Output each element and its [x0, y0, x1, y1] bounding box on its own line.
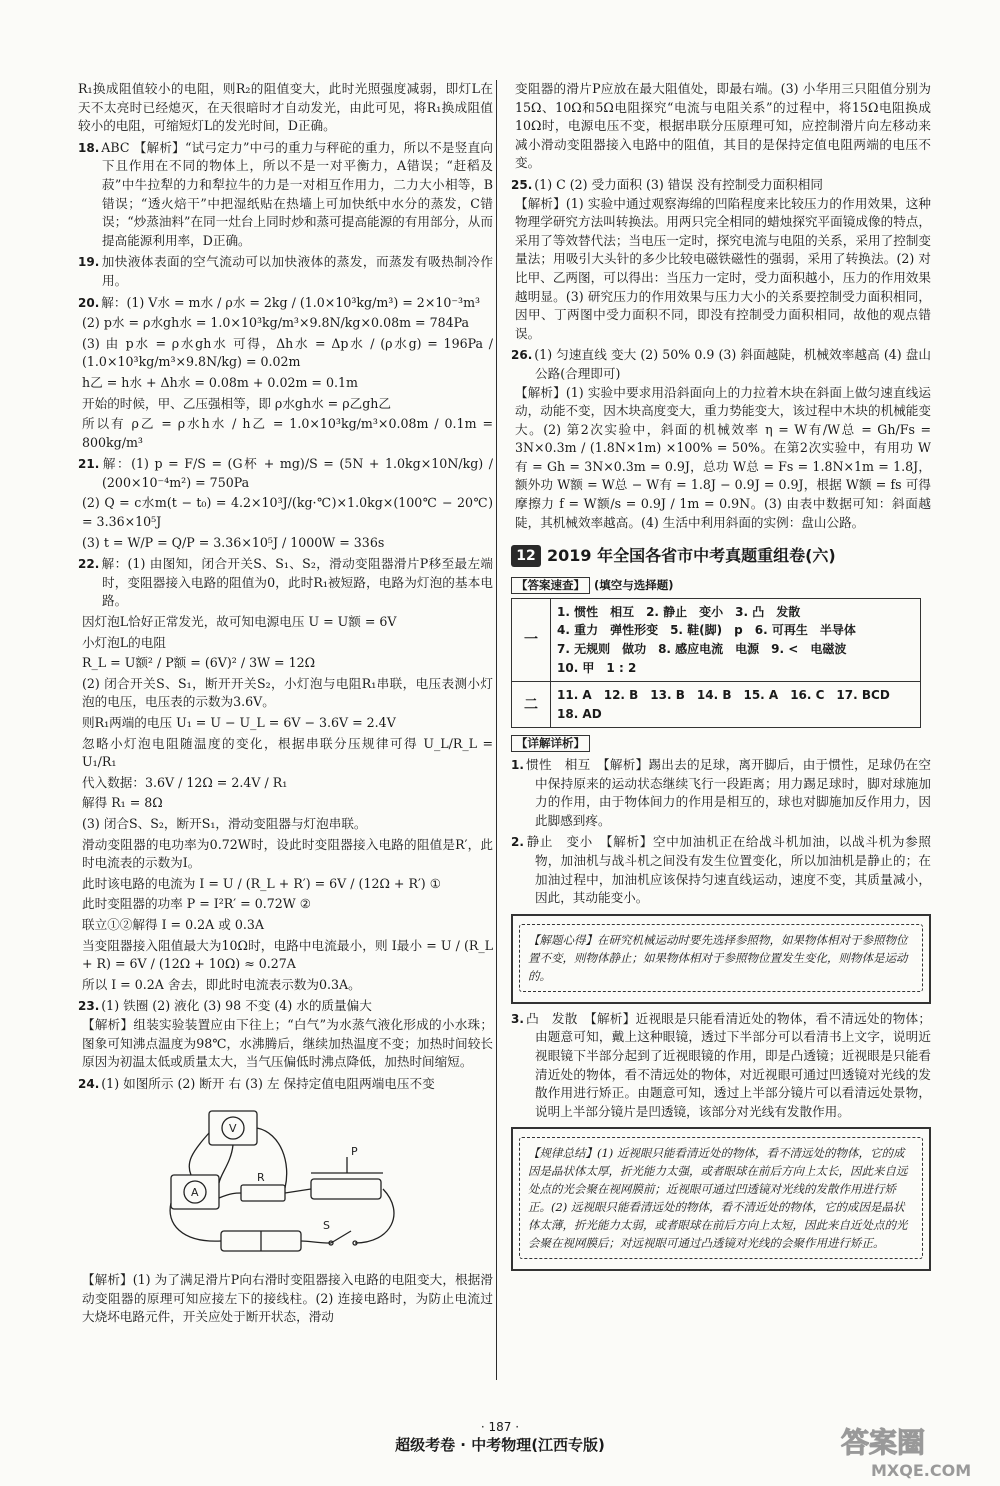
watermark-logo [831, 1418, 986, 1482]
section-number-badge: 12 [511, 545, 541, 567]
q25-analysis: 【解析】(1) 实验中通过观察海绵的凹陷程度来比较压力的作用效果，这种物理学研究方法叫转换法。用两只完全相同的蜡烛探究平面镜成像的特点，采用了等效替代法；当电压一定时，探究电流与电阻的关系，采用了控制变量法；用吸引大头针的多少比较电磁铁磁性的强弱，采用了转换法。(2) 对比甲、乙两图，可以得出：当压力一定时，受力面积越小，压力的作用效果越明显。(3) 研究压力的作用效果与压力大小的关系要控制受力面积相同，因甲、丁两图中受力面积不同，即没有控制受力面积相同，故他的观点错误。 [515, 195, 931, 341]
q26-text: (1) 匀速直线 变大 (2) 50% 0.9 (3) 斜面越陡，机械效率越高 (4) 盘山公路(合理即可) [534, 347, 931, 381]
q21-line-1: 解：(1) p = F/S = (G杯 + mg)/S = (5N + 1.0kg×10N/kg) / (200×10⁻⁴m²) = 750Pa [101, 456, 493, 490]
q20-line-3: (3) 由 p水 = ρ水gh水 可得，Δh水 = Δp水 / (ρ水g) = 196Pa / (1.0×10³kg/m³×9.8N/kg) = 0.02m [82, 335, 493, 370]
q22-line [78, 555, 493, 611]
detail-1 [511, 756, 931, 830]
answer-check-header [511, 576, 931, 595]
q21-line-2: (2) Q = c水m(t − t₀) = 4.2×10³J/(kg·℃)×1.0kg×(100℃ − 20℃) = 3.36×10⁵J [82, 495, 493, 530]
answer-row-fill-in [512, 598, 921, 681]
voltmeter-label: V [228, 1122, 237, 1136]
detail-tag: 【详解详析】 [511, 735, 590, 752]
detail-2-number: 2. [511, 835, 524, 850]
q22-line-14: 联立①②解得 I = 0.2A 或 0.3A [82, 916, 264, 932]
answer-row-choice [512, 682, 921, 728]
q25-number: 25. [511, 177, 533, 192]
rheostat [311, 1179, 381, 1199]
section-title-text: 2019 年全国各省市中考真题重组卷(六) [547, 546, 836, 566]
watermark-url: MXQE.COM [871, 1461, 972, 1480]
section-title [511, 544, 931, 568]
q26-answer [511, 346, 931, 532]
q22-line-4: R_L = U额² / P额 = (6V)² / 3W = 12Ω [82, 655, 316, 671]
detail-1-text: 惯性 相互 【解析】踢出去的足球，离开脚后，由于惯性，足球仍在空中保持原来的运动状态继续飞行一段距离；用力踢足球时，脚对球施加力的作用，由于物体间力的作用是相互的，球也对脚施加反作用力，因此脚感到疼。 [525, 757, 931, 828]
q24-line [78, 1075, 493, 1094]
q21-line-3: (3) t = W/P = Q/P = 3.36×10⁵J / 1000W = 336s [82, 534, 385, 550]
detail-3-number: 3. [511, 1011, 524, 1026]
detail-2-text: 静止 变小 【解析】空中加油机正在给战斗机加油，以战斗机为参照物，加油机与战斗机之间没有发生位置变化，所以加油机是静止的；在加油过程中，加油机应该保持匀速直线运动，速度不变，其质量减小，因此，其动能变小。 [525, 834, 931, 906]
q24-analysis: 【解析】(1) 为了满足滑片P向右滑时变阻器接入电路的电阻变大，根据滑动变阻器的原理可知应接左下的接线柱。(2) 连接电路时，为防止电流过大烧坏电路元件，开关应处于断开状态，滑动 [82, 1272, 493, 1325]
detail-2 [511, 833, 931, 907]
q24-number: 24. [78, 1076, 100, 1091]
q24-text: (1) 如图所示 (2) 断开 右 (3) 左 保持定值电阻两端电压不变 [101, 1075, 435, 1091]
q22-answer [78, 555, 493, 994]
q18-number: 18. [78, 140, 100, 155]
answer-line: 10. 甲 1 : 2 [557, 660, 637, 675]
q22-line-3: 小灯泡L的电阻 [82, 634, 166, 650]
resistor [241, 1185, 285, 1201]
q22-line-7: 忽略小灯泡电阻随温度的变化，根据串联分压规律可得 U_L/R_L = U₁/R₁ [82, 735, 493, 770]
q20-answer [78, 294, 493, 453]
q22-line-9: 解得 R₁ = 8Ω [82, 795, 163, 811]
q23-analysis: 【解析】组装实验装置应由下往上；“白气”为水蒸气液化形成的小水珠；图象可知沸点温度为98℃，水沸腾后，继续加热温度不变；加热时间较长原因为初温太低或质量太大，当气压偏低时沸点降低，加热时间缩短。 [82, 1016, 493, 1070]
answer-table [511, 598, 921, 729]
q20-number: 20. [78, 295, 100, 310]
q20-line-6: 所以有 ρ乙 = ρ水h水 / h乙 = 1.0×10³kg/m³×0.08m / 0.1m = 800kg/m³ [82, 416, 493, 450]
column-divider [496, 80, 497, 1380]
q24-answer [78, 1075, 493, 1327]
q22-line-13: 此时变阻器的功率 P = I²R′ = 0.72W ② [82, 896, 311, 912]
detail-3 [511, 1010, 931, 1122]
circuit-diagram [151, 1103, 421, 1263]
q21-line [78, 455, 493, 492]
answer-line: 11. A 12. B 13. B 14. B 15. A 16. C 17. BCD [557, 688, 890, 703]
q22-line-8: 代入数据：3.6V / 12Ω = 2.4V / R₁ [82, 774, 288, 790]
q22-line-15: 当变阻器接入阻值最大为10Ω时，电路中电流最小，则 I最小 = U / (R_L + R) = 6V / (12Ω + 10Ω) ≈ 0.27A [82, 937, 493, 972]
q22-line-16: 所以 I = 0.2A 舍去，即此时电流表示数为0.3A。 [82, 976, 361, 992]
q24-continuation: 变阻器的滑片P应放在最大阻值处，即最右端。(3) 小华用三只阻值分别为15Ω、10Ω和5Ω电阻探究“电流与电阻关系”的过程中，将15Ω电阻换成10Ω时，电源电压不变，根据串联分压原理可知，应控制滑片向左移动来减小滑动变阻器接入电路中的阻值，其目的是保持定值电阻两端的电压不变。 [515, 81, 931, 171]
q20-line [78, 294, 493, 313]
q22-number: 22. [78, 557, 100, 572]
answer-line: 7. 无规则 做功 8. 感应电流 电源 9. < 电磁波 [557, 642, 847, 657]
answer-row-label: 二 [512, 682, 551, 728]
q25-line [511, 176, 931, 195]
summary-box-text: 【规律总结】(1) 近视眼只能看清近处的物体，看不清远处的物体，它的成因是晶状体太厚，折光能力太强，或者眼球在前后方向上太长，因此来自远处点的光会聚在视网膜前；近视眼可通过凹透镜对光线的发散作用进行矫正。(2) 远视眼只能看清远处的物体，看不清近处的物体，它的成因是晶状体太薄，折光能力太弱，或者眼球在前后方向上太短，因此来自近处点的光会聚在视网膜后；对远视眼可通过凸透镜对光线的会聚作用进行矫正。 [519, 1137, 923, 1259]
q20-line-2: (2) p水 = ρ水gh水 = 1.0×10³kg/m³×9.8N/kg×0.08m = 784Pa [82, 315, 470, 331]
summary-box [511, 1127, 931, 1271]
detail-3-text: 凸 发散 【解析】近视眼是只能看清近处的物体，看不清远处的物体；由题意可知，戴上这种眼镜，透过下半部分可以看清书上文字，说明近视眼镜下半部分起到了近视眼镜的作用，即是凸透镜；近视眼是只能看清近处的物体，看不清远处的物体，对近视眼可通过凹透镜对光线的发散作用进行矫正。由题意可知，透过上半部分镜片可以看清远处景物，说明上半部分镜片是凹透镜，该部分对光线有发散作用。 [525, 1010, 931, 1119]
left-column [78, 80, 493, 1330]
q22-line-10: (3) 闭合S、S₂，断开S₁，滑动变阻器与灯泡串联。 [82, 815, 367, 831]
ammeter-label: A [190, 1186, 199, 1200]
q22-line-5: (2) 闭合开关S、S₁，断开开关S₂，小灯泡与电阻R₁串联，电压表测小灯泡的电压，电压表的示数为3.6V。 [82, 675, 493, 710]
q26-number: 26. [511, 348, 533, 363]
q20-line-5: 开始的时候，甲、乙压强相等，即 ρ水gh水 = ρ乙gh乙 [82, 395, 391, 411]
q22-line-11: 滑动变阻器的电功率为0.72W时，设此时变阻器接入电路的阻值是R′，此时电流表的示数为I。 [82, 836, 493, 871]
q19-number: 19. [78, 255, 100, 270]
switch-label: S [322, 1219, 330, 1233]
book-title: 超级考卷 · 中考物理(江西专版) [395, 1436, 605, 1454]
q22-line-12: 此时该电路的电流为 I = U / (R_L + R′) = 6V / (12Ω + R′) ① [82, 875, 442, 891]
detail-1-number: 1. [511, 758, 524, 772]
answer-check-note: (填空与选择题) [594, 578, 674, 593]
q25-text: (1) C (2) 受力面积 (3) 错误 没有控制受力面积相同 [534, 176, 823, 192]
slider-label: P [350, 1145, 358, 1159]
q18-answer [78, 139, 493, 251]
answer-line: 1. 惯性 相互 2. 静止 变小 3. 凸 发散 [557, 604, 801, 619]
q23-number: 23. [78, 999, 100, 1014]
q25-answer [511, 176, 931, 343]
q23-text: (1) 铁圈 (2) 液化 (3) 98 不变 (4) 水的质量偏大 [101, 998, 372, 1014]
right-column [511, 80, 931, 1277]
q19-answer [78, 253, 493, 290]
q21-number: 21. [78, 457, 100, 472]
q22-line-1: 解：(1) 由图知，闭合开关S、S₁、S₂，滑动变阻器滑片P移至最左端时，变阻器接入电路的阻值为0，此时R₁被短路，电路为灯泡的基本电路。 [101, 556, 493, 609]
answer-check-tag: 【答案速查】 [511, 577, 590, 594]
tip-box-text: 【解题心得】在研究机械运动时要先选择参照物，如果物体相对于参照物位置不变，则物体静止；如果物体相对于参照物位置发生变化，则物体是运动的。 [519, 924, 923, 992]
watermark-text: 答案圈 [841, 1426, 926, 1459]
q26-line [511, 346, 931, 383]
q23-line [78, 997, 493, 1016]
answer-line: 4. 重力 弹性形变 5. 鞋(脚) p 6. 可再生 半导体 [557, 623, 856, 638]
q20-line-4: h乙 = h水 + Δh水 = 0.08m + 0.02m = 0.1m [82, 374, 358, 390]
resistor-label: R [256, 1171, 265, 1185]
answer-row-content [551, 598, 921, 681]
tip-box [511, 914, 931, 1004]
answer-line: 18. AD [557, 706, 602, 721]
q21-answer [78, 455, 493, 552]
page-number: · 187 · [480, 1420, 520, 1434]
detail-header [511, 734, 931, 753]
q18-text: ABC 【解析】“试弓定力”中弓的重力与秤砣的重力，所以不是竖直向下且作用在不同的物体上，所以不是一对平衡力，A错误；“赶稻及菽”中牛拉犁的力和犁拉牛的力是一对相互作用力，二力大小相等，B错误；“透火焙干”中把湿纸贴在热墙上可加快纸中水分的蒸发，C错误；“炒蒸油料”在同一灶台上同时炒和蒸可提高能源的有用部分，从而提高能源利用率，D正确。 [101, 139, 493, 248]
answer-row-label: 一 [512, 598, 551, 681]
answer-row-content [551, 682, 921, 728]
q26-analysis: 【解析】(1) 实验中要求用沿斜面向上的力拉着木块在斜面上做匀速直线运动，动能不变，因木块高度变大，重力势能变大，该过程中木块的机械能变大。(2) 第2次实验中，斜面的机械效率 η = W有/W总 = Gh/Fs = 3N×0.3m / (1.8N×1m) ×100% = 50%。在第2次实验中，有用功 W有 = Gh = 3N×0.3m = 0.9J，总功 W总 = Fs = 1.8N×1m = 1.8J，额外功 W额 = W总 − W有 = 1.8J − 0.9J = 0.9J，根据 W额 = fs 可得摩擦力 f = W额/s = 0.9J / 1m = 0.9N。(3) 由表中数据可知：斜面越陡，其机械效率越高。(4) 生活中利用斜面的实例：盘山公路。 [515, 384, 931, 530]
q20-line-1: 解：(1) V水 = m水 / ρ水 = 2kg / (1.0×10³kg/m³) = 2×10⁻³m³ [101, 294, 481, 310]
q19-text: 加快液体表面的空气流动可以加快液体的蒸发，而蒸发有吸热制冷作用。 [101, 254, 493, 288]
q22-line-2: 因灯泡L恰好正常发光，故可知电源电压 U = U额 = 6V [82, 614, 397, 630]
q22-line-6: 则R₁两端的电压 U₁ = U − U_L = 6V − 3.6V = 2.4V [82, 715, 396, 730]
q23-answer [78, 997, 493, 1071]
q17-continuation: R₁换成阻值较小的电阻，则R₂的阻值变大，此时光照强度减弱，即灯L在天不太亮时已经熄灭，在天很暗时才自动发光，由此可见，将R₁换成阻值较小的电阻，可缩短灯L的发光时间，D正确。 [78, 81, 493, 134]
